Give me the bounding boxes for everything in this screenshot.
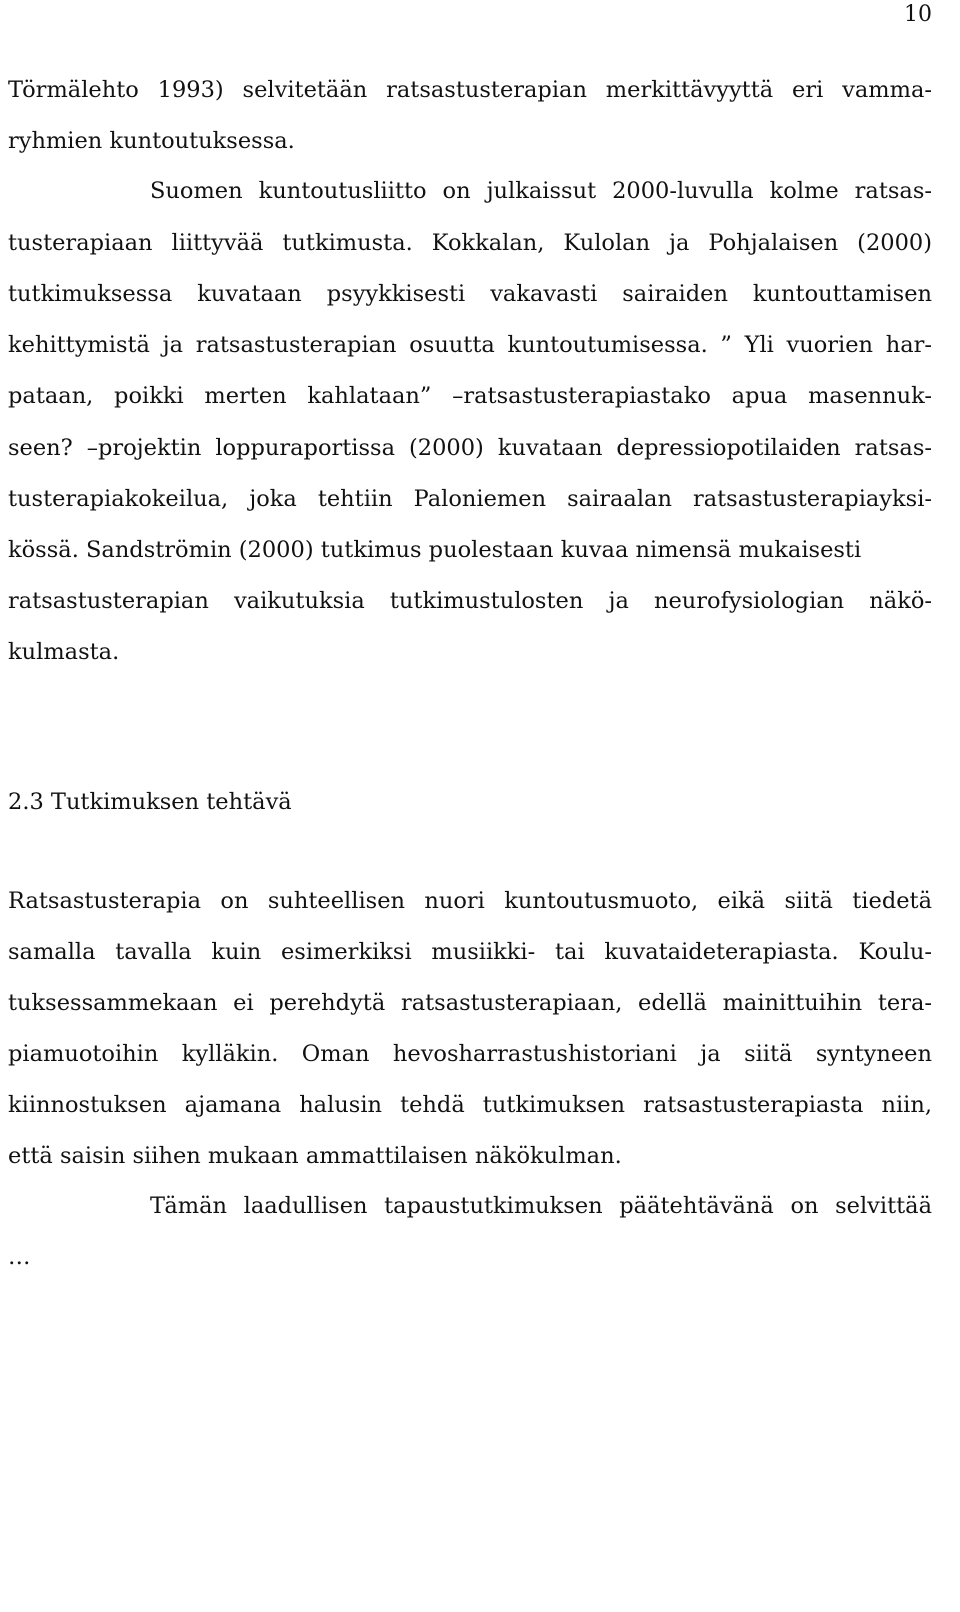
text-line: että saisin siihen mukaan ammattilaisen näkökulman.	[8, 1143, 622, 1169]
text-line: tusterapiakokeilua, joka tehtiin Paloniemen sairaalan ratsastusterapiayksi-	[8, 486, 932, 512]
text-line: kössä. Sandströmin (2000) tutkimus puolestaan kuvaa nimensä mukaisesti	[8, 537, 862, 563]
section-heading: 2.3 Tutkimuksen tehtävä	[8, 789, 292, 815]
text-line: Törmälehto 1993) selvitetään ratsastusterapian merkittävyyttä eri vamma-	[8, 77, 932, 103]
text-line: ryhmien kuntoutuksessa.	[8, 128, 295, 154]
text-line: seen? –projektin loppuraportissa (2000) kuvataan depressiopotilaiden ratsas-	[8, 435, 932, 461]
text-line: Suomen kuntoutusliitto on julkaissut 2000-luvulla kolme ratsas-	[150, 178, 932, 204]
text-line: Tämän laadullisen tapaustutkimuksen päätehtävänä on selvittää	[150, 1193, 932, 1219]
text-line: tutkimuksessa kuvataan psyykkisesti vakavasti sairaiden kuntouttamisen	[8, 281, 932, 307]
text-line: kulmasta.	[8, 639, 120, 665]
text-line: …	[8, 1244, 31, 1270]
text-line: piamuotoihin kylläkin. Oman hevosharrastushistoriani ja siitä syntyneen	[8, 1041, 932, 1067]
text-line: kehittymistä ja ratsastusterapian osuutta kuntoutumisessa. ” Yli vuorien har-	[8, 332, 932, 358]
text-line: Ratsastusterapia on suhteellisen nuori kuntoutusmuoto, eikä siitä tiedetä	[8, 888, 932, 914]
text-line: pataan, poikki merten kahlataan” –ratsastusterapiastako apua masennuk-	[8, 383, 932, 409]
text-line: ratsastusterapian vaikutuksia tutkimustulosten ja neurofysiologian näkö-	[8, 588, 932, 614]
text-line: tusterapiaan liittyvää tutkimusta. Kokkalan, Kulolan ja Pohjalaisen (2000)	[8, 230, 932, 256]
page-number: 10	[904, 2, 932, 27]
text-line: kiinnostuksen ajamana halusin tehdä tutkimuksen ratsastusterapiasta niin,	[8, 1092, 932, 1118]
text-line: tuksessammekaan ei perehdytä ratsastusterapiaan, edellä mainittuihin tera-	[8, 990, 932, 1016]
text-line: samalla tavalla kuin esimerkiksi musiikki- tai kuvataideterapiasta. Koulu-	[8, 939, 932, 965]
